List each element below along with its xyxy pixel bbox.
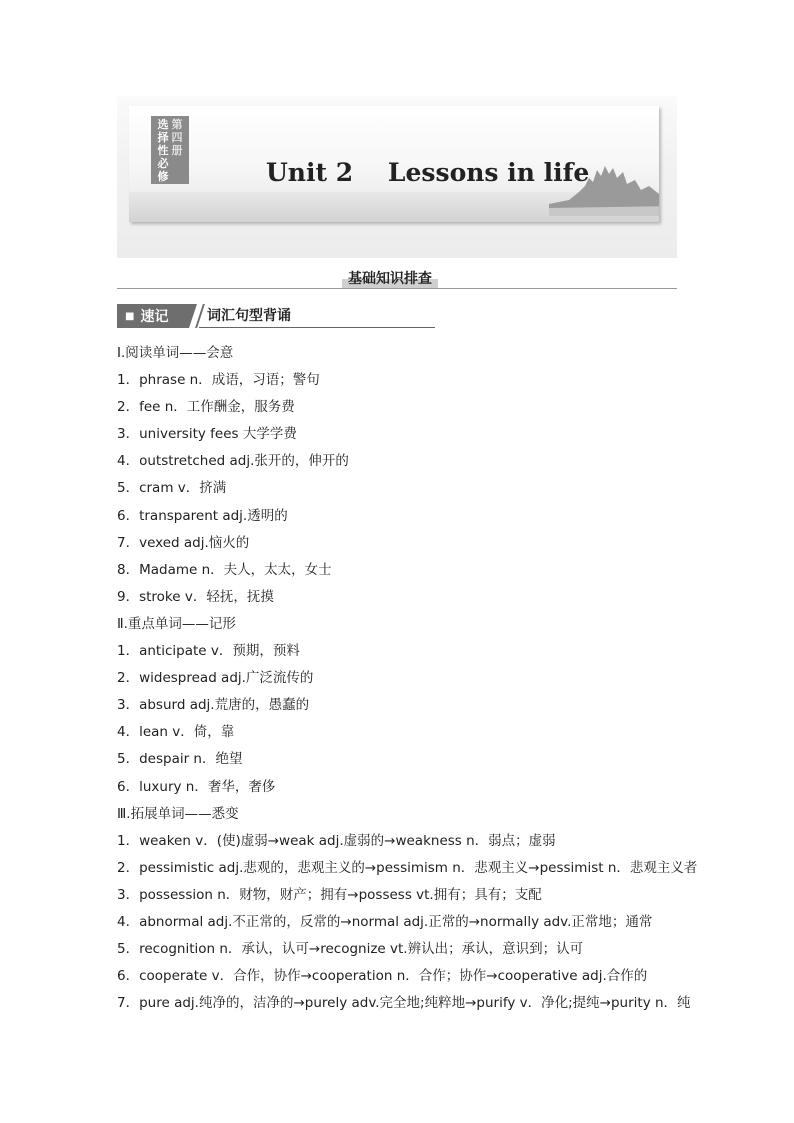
tag-left-text: 选择性必修 (157, 118, 169, 183)
list-item: 1．anticipate v．预期，预料 (117, 643, 300, 660)
list-item: 5．recognition n．承认，认可→recognize vt.辨认出；承认，意识到；认可 (117, 941, 584, 958)
list-item: 4．outstretched adj.张开的，伸开的 (117, 453, 349, 470)
list-item: 3．absurd adj.荒唐的，愚蠢的 (117, 697, 310, 714)
unit-banner (117, 96, 677, 258)
list-item: 2．widespread adj.广泛流传的 (117, 670, 314, 687)
list-item: 7．vexed adj.恼火的 (117, 534, 250, 551)
banner-card (129, 106, 659, 222)
list-item: 7．pure adj.纯净的，洁净的→purely adv.完全地;纯粹地→purify v．净化;提纯→purity n．纯 (117, 995, 691, 1012)
label-left-text: 速记 (140, 309, 169, 325)
list-item: 6．luxury n．奢华，奢侈 (117, 778, 276, 795)
list-item: 5．despair n．绝望 (117, 751, 243, 768)
label-badge (117, 304, 189, 328)
list-item: 6．cooperate v．合作，协作→cooperation n．合作；协作→cooperative adj.合作的 (117, 968, 648, 985)
list-item: 6．transparent adj.透明的 (117, 507, 288, 524)
list-item: 1．weaken v．(使)虚弱→weak adj.虚弱的→weakness n．弱点；虚弱 (117, 832, 556, 849)
list-heading: Ⅲ.拓展单词——悉变 (117, 805, 239, 822)
list-item: 8．Madame n．夫人，太太，女士 (117, 561, 332, 578)
list-item: 3．possession n．财物，财产；拥有→possess vt.拥有；具有；支配 (117, 886, 542, 903)
list-item: 9．stroke v．轻抚，抚摸 (117, 588, 274, 605)
list-heading: Ⅰ.阅读单词——会意 (117, 345, 234, 361)
section-header (117, 266, 677, 289)
tag-right-text: 第四册 (171, 118, 183, 157)
list-item: 3．university fees 大学学费 (117, 426, 297, 443)
list-item: 5．cram v．挤满 (117, 480, 227, 497)
list-item: 1．phrase n．成语，习语；警句 (117, 372, 320, 389)
square-bullet-icon: ■ (125, 310, 135, 322)
label-right-text: 词汇句型背诵 (207, 308, 291, 324)
list-heading: Ⅱ.重点单词——记形 (117, 615, 236, 632)
volume-tag (151, 116, 189, 184)
section-title: 基础知识排查 (342, 268, 438, 288)
list-item: 2．pessimistic adj.悲观的，悲观主义的→pessimism n．悲观主义→pessimist n．悲观主义者 (117, 859, 698, 876)
list-item: 4．abnormal adj.不正常的，反常的→normal adj.正常的→normally adv.正常地；通常 (117, 913, 653, 930)
vocabulary-list (117, 340, 698, 1017)
list-item: 2．fee n．工作酬金，服务费 (117, 399, 295, 416)
underline-divider (199, 327, 435, 328)
unit-title: Unit 2 Lessons in life (266, 158, 590, 187)
list-item: 4．lean v．倚，靠 (117, 724, 235, 741)
label-row (117, 304, 435, 328)
